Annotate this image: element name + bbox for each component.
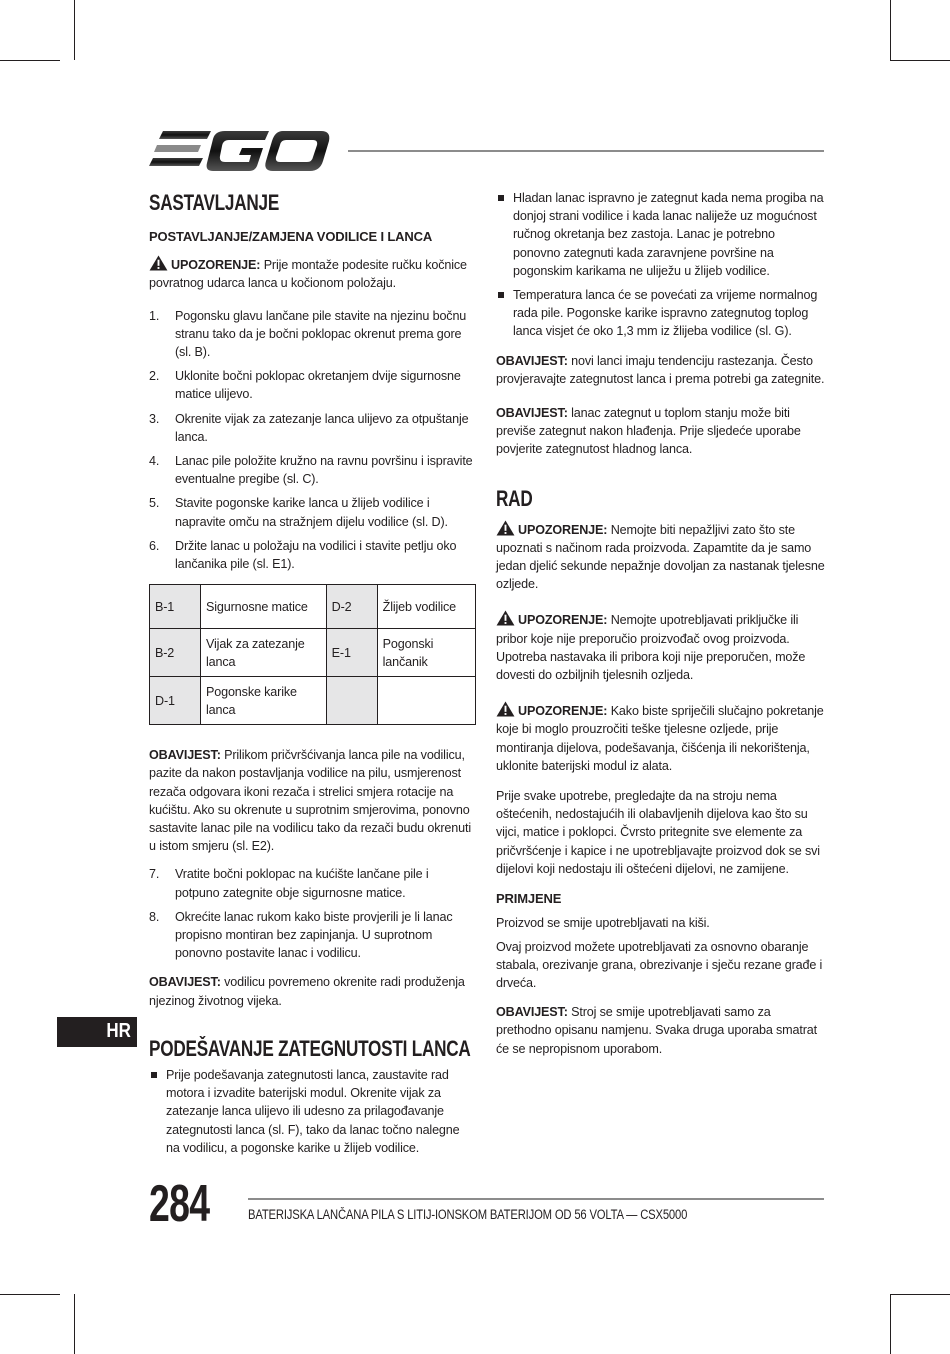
crop-mark [890,0,891,60]
tension-bullets [149,1066,476,1157]
warning-paragraph [496,610,825,684]
note-text: lanac zategnut u toplom stanju može biti previše zategnut nakon hlađenja. Prije sljedeće uporabe povjerite zategnutost hladnog lanca. [496,406,801,457]
list-item: 1. Pogonsku glavu lančane pile stavite na njezinu bočnu stranu tako da je bočni poklopac okrenut prema gore (sl. B). [149,308,467,360]
table-cell: D-1 [150,677,201,725]
note-label: OBAVIJEST: [149,748,221,763]
warning-paragraph [149,255,476,292]
header-rule [348,150,824,152]
table-cell [377,677,475,725]
list-item: 8. Okrećite lanac rukom kako biste provjerili je li lanac propisno montiran bez zapinjanja. U suprotnom ponovno postavite lanac i vodilicu. [149,909,453,961]
table-cell: B-1 [150,585,201,629]
table-cell: B-2 [150,629,201,677]
warning-text: Nemojte upotrebljavati priključke ili pribor koje nije preporučio proizvođač ovog proizvoda. Upotreba nastavaka ili pribora koji nije preporučen, može dovesti do ozbiljnih tjelesnih ozljeda. [496,613,806,683]
table-cell: Vijak za zatezanje lanca [201,629,327,677]
list-item: 3. Okrenite vijak za zatezanje lanca ulijevo za otpuštanje lanca. [149,411,469,444]
warning-paragraph [496,701,825,775]
note-paragraph [149,746,476,855]
warning-label: UPOZORENJE: [518,704,608,719]
list-item: 6. Držite lanac u položaju na vodilici i stavite petlju oko lančanika pile (sl. E1). [149,538,457,572]
table-cell: Sigurnosne matice [201,585,327,629]
note-paragraph [496,352,825,388]
note-label: OBAVIJEST: [496,1005,568,1020]
tension-bullets-continued [496,189,825,341]
assembly-steps-list-continued [149,865,476,962]
list-item: Hladan lanac ispravno je zategnut kada nema progiba na donjoj strani vodilice i kada lanac naliježe uz mogućnost ručnog okretanja bez zastoja. Lanac je potrebno ponovno zategnuti kada zaravnjene površine na pogonskim karikama ne uliježu u žlijeb vodilice. [496,189,825,280]
subheading-primjene: PRIMJENE [496,891,562,907]
note-text: Stroj se smije upotrebljavati samo za prethodno opisanu namjenu. Svaka druga uporaba smatrat će se nepropisnom uporabom. [496,1005,817,1056]
usage-paragraph: Proizvod se smije upotrebljavati na kiši. [496,916,710,931]
note-paragraph [149,973,476,1009]
footer-title: BATERIJSKA LANČANA PILA S LITIJ-IONSKOM BATERIJOM OD 56 VOLTA — CSX5000 [248,1207,688,1222]
language-tab [57,1017,137,1047]
note-text: novi lanci imaju tendenciju rastezanja. Često provjeravajte zategnutost lanca i prema potrebi ga zategnite. [496,353,825,386]
warning-label: UPOZORENJE: [518,522,608,537]
warning-text: Prije montaže podesite ručku kočnice povratnog udarca lanca u kočionom položaju. [149,258,467,291]
crop-mark [890,1294,891,1354]
warning-triangle-icon [496,701,515,717]
crop-mark [74,0,75,60]
left-column [149,190,476,1163]
note-text: vodilicu povremeno okrenite radi produženja njezinog životnog vijeka. [149,975,465,1008]
crop-mark [74,1294,75,1354]
footer-rule [248,1198,824,1200]
table-cell: Pogonski lančanik [377,629,475,677]
crop-mark [890,60,950,61]
list-item: 4. Lanac pile položite kružno na ravnu površinu i ispravite eventualne pregibe (sl. C). [149,454,473,487]
table-cell: Pogonske karike lanca [201,677,327,725]
warning-label: UPOZORENJE: [171,258,261,273]
section-heading-sastavljanje: SASTAVLJANJE [149,190,280,215]
warning-label: UPOZORENJE: [518,613,608,628]
section-heading-rad: RAD [496,485,533,511]
table-row [150,629,476,677]
right-column [496,189,825,1058]
note-label: OBAVIJEST: [149,975,221,990]
inspection-paragraph: Prije svake upotrebe, pregledajte da na stroju nema oštećenih, nedostajućih ili olabavljenih dijelova kao što su vijci, matice i poklopci. Čvrsto pritegnite sve elemente za pričvršćenje i kapice i ne upotrebljavajte proizvod dok se svi dijelovi koji nedostaju ili oštećeni dijelovi, ne zamijene. [496,789,820,876]
parts-table [149,584,476,725]
table-cell: D-2 [326,585,377,629]
table-row [150,677,476,725]
note-paragraph [496,1003,825,1058]
ego-logo [149,129,331,173]
note-label: OBAVIJEST: [496,406,568,421]
table-cell: E-1 [326,629,377,677]
section-heading-podesavanje: PODEŠAVANJE ZATEGNUTOSTI LANCA [149,1035,471,1061]
note-text: Prilikom pričvršćivanja lanca pile na vodilicu, pazite da nakon postavljanja vodilice na pilu, usmjerenost rezača odgovara ikoni rezača i strelici smjera rotacije na kućištu. Ako su okrenute u suprotnim smjerovima, ponovno sastavite lanac pile na vodilicu tako da rezači budu okrenuti u istom smjeru (sl. E2). [149,748,471,854]
list-item: 7. Vratite bočni poklopac na kućište lančane pile i potpuno zategnite obje sigurnosne matice. [149,867,429,900]
warning-text: Nemojte biti nepažljivi zato što ste upoznati s načinom rada proizvoda. Zapamtite da je samo jedan djelić sekunde nepažnje dovoljan za nastanak tjelesne ozljede. [496,522,825,592]
table-cell: Žlijeb vodilice [377,585,475,629]
language-code: HR [106,1020,131,1042]
note-paragraph [496,404,825,459]
list-item: Temperatura lanca će se povećati za vrijeme normalnog rada pile. Pogonske karike ispravno zategnutog toplog lanca visjet će oko 1,3 mm iz žlijeba vodilice (sl. G). [496,286,825,341]
warning-triangle-icon [149,255,168,271]
warning-triangle-icon [496,610,515,626]
list-item: 2. Uklonite bočni poklopac okretanjem dvije sigurnosne matice ulijevo. [149,369,461,402]
table-row [150,585,476,629]
list-item: 5. Stavite pogonske karike lanca u žlijeb vodilice i napravite omču na stražnjem dijelu vodilice (sl. D). [149,496,448,529]
note-label: OBAVIJEST: [496,353,568,368]
assembly-steps-list [149,307,476,574]
subheading-vodilica-lanac: POSTAVLJANJE/ZAMJENA VODILICE I LANCA [149,229,433,244]
warning-text: Kako biste spriječili slučajno pokretanje koje bi moglo prouzročiti teške tjelesne ozljede, prije montiranja dijelova, podešavanja, čišćenja ili nekorištenja, uklonite baterijski modul iz alata. [496,704,824,773]
page-number: 284 [149,1175,210,1233]
crop-mark [890,1294,950,1295]
list-item: Prije podešavanja zategnutosti lanca, zaustavite rad motora i izvadite baterijski modul. Okrenite vijak za zatezanje lanca ulijevo ili udesno za prilagođavanje zategnutosti lanca (sl. F), tako da lanac točno nalegne na vodilicu, a pogonske karike u žlijeb vodilice. [149,1066,476,1157]
table-cell [326,677,377,725]
usage-paragraph: Ovaj proizvod možete upotrebljavati za osnovno obaranje stabala, orezivanje grana, obrezivanje i sječu rezane građe i drveća. [496,939,823,990]
warning-paragraph [496,520,825,594]
crop-mark [0,1294,60,1295]
crop-mark [0,60,60,61]
warning-triangle-icon [496,520,515,536]
